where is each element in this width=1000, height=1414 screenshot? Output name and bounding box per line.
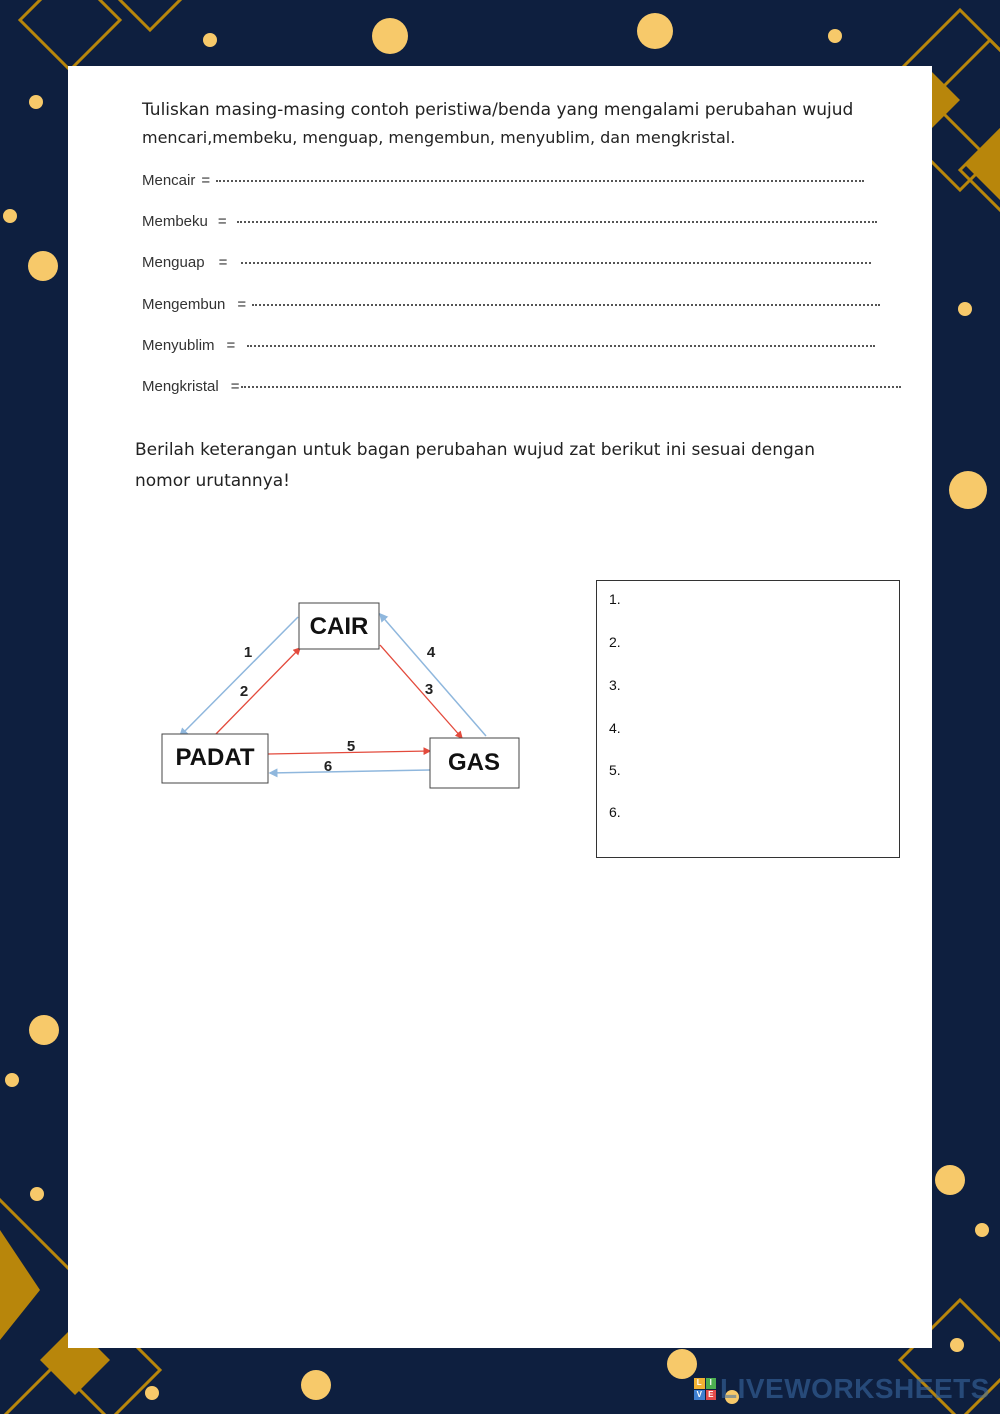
fill-row-mencair — [142, 172, 864, 189]
answer-item-1[interactable]: 1. — [609, 591, 621, 607]
answer-dotted-line[interactable] — [241, 262, 871, 264]
logo-letter: E — [706, 1390, 717, 1401]
fill-label: Mengembun — [142, 296, 226, 313]
watermark-text: LIVEWORKSHEETS — [720, 1373, 990, 1404]
liveworksheets-watermark[interactable] — [694, 1374, 990, 1404]
equals-sign: = — [226, 337, 236, 354]
fill-row-mengkristal — [142, 378, 901, 395]
arrow-number-4: 4 — [426, 644, 436, 661]
fill-label: Mengkristal — [142, 378, 219, 395]
instruction-line-2: mencari,membeku, menguap, mengembun, menyublim, dan mengkristal. — [142, 128, 736, 147]
logo-letter: L — [694, 1378, 705, 1389]
answer-dotted-line[interactable] — [237, 221, 877, 223]
arrow-number-2: 2 — [239, 683, 249, 700]
answer-item-6[interactable]: 6. — [609, 804, 621, 820]
equals-sign: = — [230, 378, 240, 395]
fill-row-menguap — [142, 254, 871, 271]
equals-sign: = — [217, 213, 227, 230]
fill-label: Membeku — [142, 213, 208, 230]
logo-letter: I — [706, 1378, 717, 1389]
node-cair-label: CAIR — [309, 613, 369, 640]
answer-item-3[interactable]: 3. — [609, 677, 621, 693]
answer-dotted-line[interactable] — [241, 386, 901, 388]
fill-label: Menguap — [142, 254, 205, 271]
answer-item-5[interactable]: 5. — [609, 762, 621, 778]
answer-box — [596, 580, 900, 858]
fill-label: Mencair — [142, 172, 196, 189]
equals-sign: = — [201, 172, 211, 189]
node-gas-label: GAS — [447, 749, 501, 776]
arrow-number-5: 5 — [346, 738, 356, 755]
instruction-line-1: Tuliskan masing-masing contoh peristiwa/benda yang mengalami perubahan wujud — [142, 100, 854, 120]
arrow-number-3: 3 — [424, 681, 434, 698]
fill-row-menyublim — [142, 337, 875, 354]
answer-item-2[interactable]: 2. — [609, 634, 621, 650]
equals-sign: = — [237, 296, 247, 313]
arrow-2 — [214, 648, 300, 736]
answer-dotted-line[interactable] — [247, 345, 875, 347]
question-2-text: Berilah keterangan untuk bagan perubahan wujud zat berikut ini sesuai dengan nomor urutannya! — [135, 440, 815, 491]
arrow-3 — [380, 645, 462, 738]
fill-row-mengembun — [142, 296, 880, 313]
equals-sign: = — [218, 254, 228, 271]
arrow-1 — [180, 617, 298, 736]
answer-item-4[interactable]: 4. — [609, 720, 621, 736]
liveworksheets-logo-icon — [694, 1378, 716, 1400]
state-change-diagram — [150, 590, 530, 800]
fill-label: Menyublim — [142, 337, 215, 354]
arrow-4 — [380, 614, 486, 736]
fill-row-membeku — [142, 213, 877, 230]
arrow-number-6: 6 — [323, 758, 333, 775]
logo-letter: V — [694, 1390, 705, 1401]
arrow-number-1: 1 — [243, 644, 253, 661]
answer-dotted-line[interactable] — [252, 304, 880, 306]
answer-dotted-line[interactable] — [216, 180, 864, 182]
arrow-6 — [270, 770, 430, 773]
node-padat-label: PADAT — [175, 744, 255, 771]
